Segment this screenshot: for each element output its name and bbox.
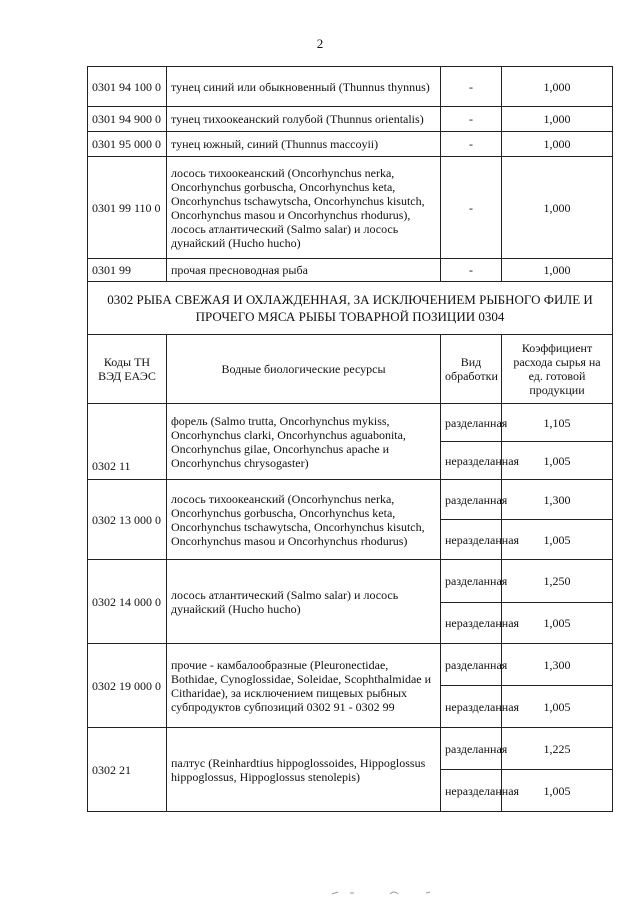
coefficient-cell: 1,250 <box>502 560 613 603</box>
table-row <box>88 259 613 282</box>
header-coefficient: Коэффициент расхода сырья на ед. готовой продукции <box>502 335 613 404</box>
processing-cell: неразделанная <box>441 603 502 644</box>
table-row <box>88 132 613 157</box>
processing-cell: - <box>441 157 502 259</box>
code-cell: 0302 14 000 0 <box>88 560 167 644</box>
processing-cell: неразделанная <box>441 770 502 812</box>
name-cell: прочая пресноводная рыба <box>167 259 441 282</box>
name-cell: лосось тихоокеанский (Oncorhynchus nerka, Oncorhynchus gorbuscha, Oncorhynchus keta, Oncorhynchus tschawytscha, Oncorhynchus kisutch, Oncorhynchus masou и Oncorhynchus rhodurus), лосось атлантический (Salmo salar) и лосось дунайский (Hucho hucho) <box>167 157 441 259</box>
coefficient-cell: 1,005 <box>502 686 613 728</box>
header-name: Водные биологические ресурсы <box>167 335 441 404</box>
code-cell: 0301 99 110 0 <box>88 157 167 259</box>
code-cell: 0302 19 000 0 <box>88 644 167 728</box>
coefficient-cell: 1,000 <box>502 132 613 157</box>
coefficient-cell: 1,225 <box>502 728 613 770</box>
coefficient-cell: 1,005 <box>502 770 613 812</box>
processing-cell: - <box>441 132 502 157</box>
name-cell: тунец тихоокеанский голубой (Thunnus orientalis) <box>167 107 441 132</box>
table-row <box>88 107 613 132</box>
code-cell: 0302 11 <box>88 404 167 480</box>
code-cell: 0302 13 000 0 <box>88 480 167 560</box>
code-cell: 0301 95 000 0 <box>88 132 167 157</box>
processing-cell: - <box>441 259 502 282</box>
processing-cell: разделанная <box>441 728 502 770</box>
header-code: Коды ТН ВЭД ЕАЭС <box>88 335 167 404</box>
name-cell: лосось атлантический (Salmo salar) и лосось дунайский (Hucho hucho) <box>167 560 441 644</box>
table-header-row <box>88 335 613 404</box>
coefficient-cell: 1,300 <box>502 480 613 520</box>
section-title: 0302 РЫБА СВЕЖАЯ И ОХЛАЖДЕННАЯ, ЗА ИСКЛЮЧЕНИЕМ РЫБНОГО ФИЛЕ И ПРОЧЕГО МЯСА РЫБЫ ТОВАРНОЙ ПОЗИЦИИ 0304 <box>88 282 613 335</box>
coefficient-cell: 1,000 <box>502 259 613 282</box>
processing-cell: неразделанная <box>441 442 502 480</box>
coefficient-cell: 1,005 <box>502 442 613 480</box>
code-cell: 0301 94 900 0 <box>88 107 167 132</box>
table-row <box>88 404 613 442</box>
processing-cell: - <box>441 67 502 107</box>
name-cell: форель (Salmo trutta, Oncorhynchus mykiss, Oncorhynchus clarki, Oncorhynchus aguabonita, Oncorhynchus gilae, Oncorhynchus apache и Oncorhynchus chrysogaster) <box>167 404 441 480</box>
table-row <box>88 644 613 686</box>
coefficient-cell: 1,005 <box>502 603 613 644</box>
processing-cell: разделанная <box>441 404 502 442</box>
coefficients-table <box>87 66 613 812</box>
page-number: 2 <box>316 36 324 51</box>
table-row <box>88 728 613 770</box>
coefficient-cell: 1,000 <box>502 157 613 259</box>
name-cell: тунец южный, синий (Thunnus maccoyii) <box>167 132 441 157</box>
code-cell: 0301 99 <box>88 259 167 282</box>
name-cell: лосось тихоокеанский (Oncorhynchus nerka, Oncorhynchus gorbuscha, Oncorhynchus keta, Oncorhynchus tschawytscha, Oncorhynchus kisutch, Oncorhynchus masou и Oncorhynchus rhodurus) <box>167 480 441 560</box>
table-row <box>88 560 613 603</box>
name-cell: прочие - камбалообразные (Pleuronectidae, Bothidae, Cynoglossidae, Soleidae, Scophthalmidae и Citharidae), за исключением пищевых рыбных субпродуктов субпозиций 0302 91 - 0302 99 <box>167 644 441 728</box>
code-cell: 0302 21 <box>88 728 167 812</box>
name-cell: палтус (Reinhardtius hippoglossoides, Hippoglossus hippoglossus, Hippoglossus stenolepis) <box>167 728 441 812</box>
processing-cell: разделанная <box>441 644 502 686</box>
coefficient-cell: 1,300 <box>502 644 613 686</box>
processing-cell: неразделанная <box>441 520 502 560</box>
name-cell: тунец синий или обыкновенный (Thunnus thynnus) <box>167 67 441 107</box>
table-row <box>88 67 613 107</box>
processing-cell: разделанная <box>441 480 502 520</box>
scan-mark <box>330 888 450 898</box>
coefficient-cell: 1,005 <box>502 520 613 560</box>
processing-cell: разделанная <box>441 560 502 603</box>
code-cell: 0301 94 100 0 <box>88 67 167 107</box>
coefficient-cell: 1,105 <box>502 404 613 442</box>
coefficient-cell: 1,000 <box>502 67 613 107</box>
table-row <box>88 157 613 259</box>
processing-cell: - <box>441 107 502 132</box>
processing-cell: неразделанная <box>441 686 502 728</box>
coefficient-cell: 1,000 <box>502 107 613 132</box>
header-processing: Вид обработки <box>441 335 502 404</box>
table-row <box>88 480 613 520</box>
section-heading-row <box>88 282 613 335</box>
